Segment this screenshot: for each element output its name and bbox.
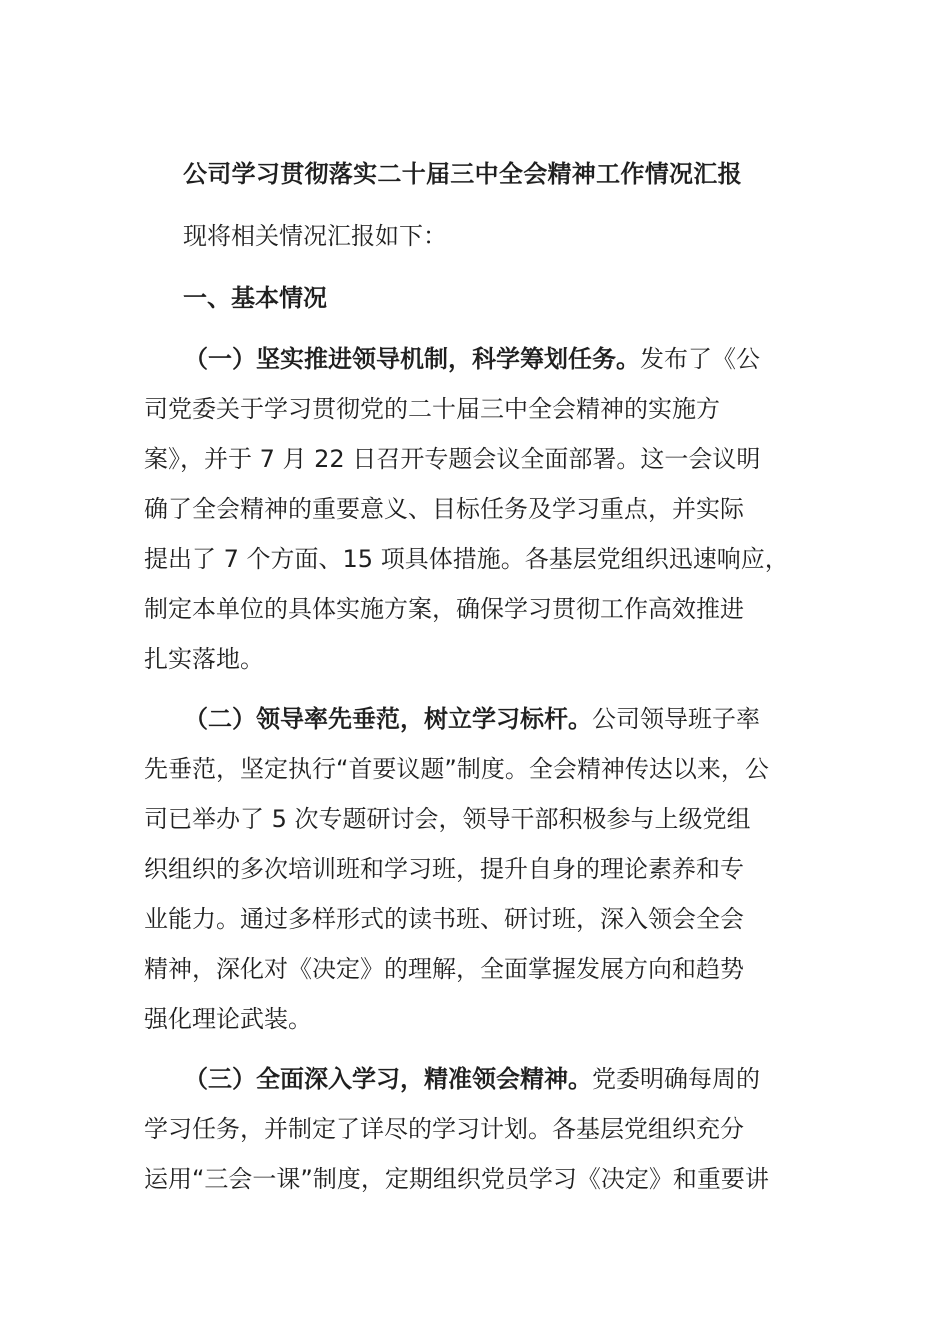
paragraph-line: 司党委关于学习贯彻党的二十届三中全会精神的实施方 xyxy=(144,395,720,423)
paragraph-line xyxy=(144,694,834,744)
paragraph-heading: （一）坚实推进领导机制，科学筹划任务。 xyxy=(184,345,640,373)
paragraph-1 xyxy=(144,334,834,684)
section-heading: 一、基本情况 xyxy=(183,284,327,312)
paragraph-text: 发布了《公 xyxy=(640,345,760,373)
paragraph-line: 司已举办了 5 次专题研讨会，领导干部积极参与上级党组 xyxy=(144,805,751,833)
paragraph-line: 案》，并于 7 月 22 日召开专题会议全面部署。这一会议明 xyxy=(144,445,761,473)
paragraph-line: 制定本单位的具体实施方案，确保学习贯彻工作高效推进 xyxy=(144,595,744,623)
paragraph-heading: （二）领导率先垂范，树立学习标杆。 xyxy=(184,705,592,733)
paragraph-line xyxy=(144,334,834,384)
paragraph-3 xyxy=(144,1054,834,1204)
paragraph-line: 业能力。通过多样形式的读书班、研讨班，深入领会全会 xyxy=(144,905,744,933)
paragraph-text: 党委明确每周的 xyxy=(592,1065,760,1093)
paragraph-line: 确了全会精神的重要意义、目标任务及学习重点，并实际 xyxy=(144,495,744,523)
paragraph-line: 扎实落地。 xyxy=(144,645,264,673)
paragraph-line xyxy=(144,1054,834,1104)
paragraph-line: 学习任务，并制定了详尽的学习计划。各基层党组织充分 xyxy=(144,1115,744,1143)
paragraph-line: 提出了 7 个方面、15 项具体措施。各基层党组织迅速响应， xyxy=(144,545,789,573)
paragraph-line: 织组织的多次培训班和学习班，提升自身的理论素养和专 xyxy=(144,855,744,883)
paragraph-line: 强化理论武装。 xyxy=(144,1005,312,1033)
paragraph-line: 精神，深化对《决定》的理解，全面掌握发展方向和趋势 xyxy=(144,955,744,983)
intro-text: 现将相关情况汇报如下： xyxy=(183,222,447,250)
paragraph-line: 先垂范，坚定执行“首要议题”制度。全会精神传达以来，公 xyxy=(144,755,769,783)
paragraph-line: 运用“三会一课”制度，定期组织党员学习《决定》和重要讲 xyxy=(144,1165,769,1193)
document-title: 公司学习贯彻落实二十届三中全会精神工作情况汇报 xyxy=(183,160,742,188)
paragraph-heading: （三）全面深入学习，精准领会精神。 xyxy=(184,1065,592,1093)
paragraph-2 xyxy=(144,694,834,1044)
paragraph-text: 公司领导班子率 xyxy=(592,705,760,733)
